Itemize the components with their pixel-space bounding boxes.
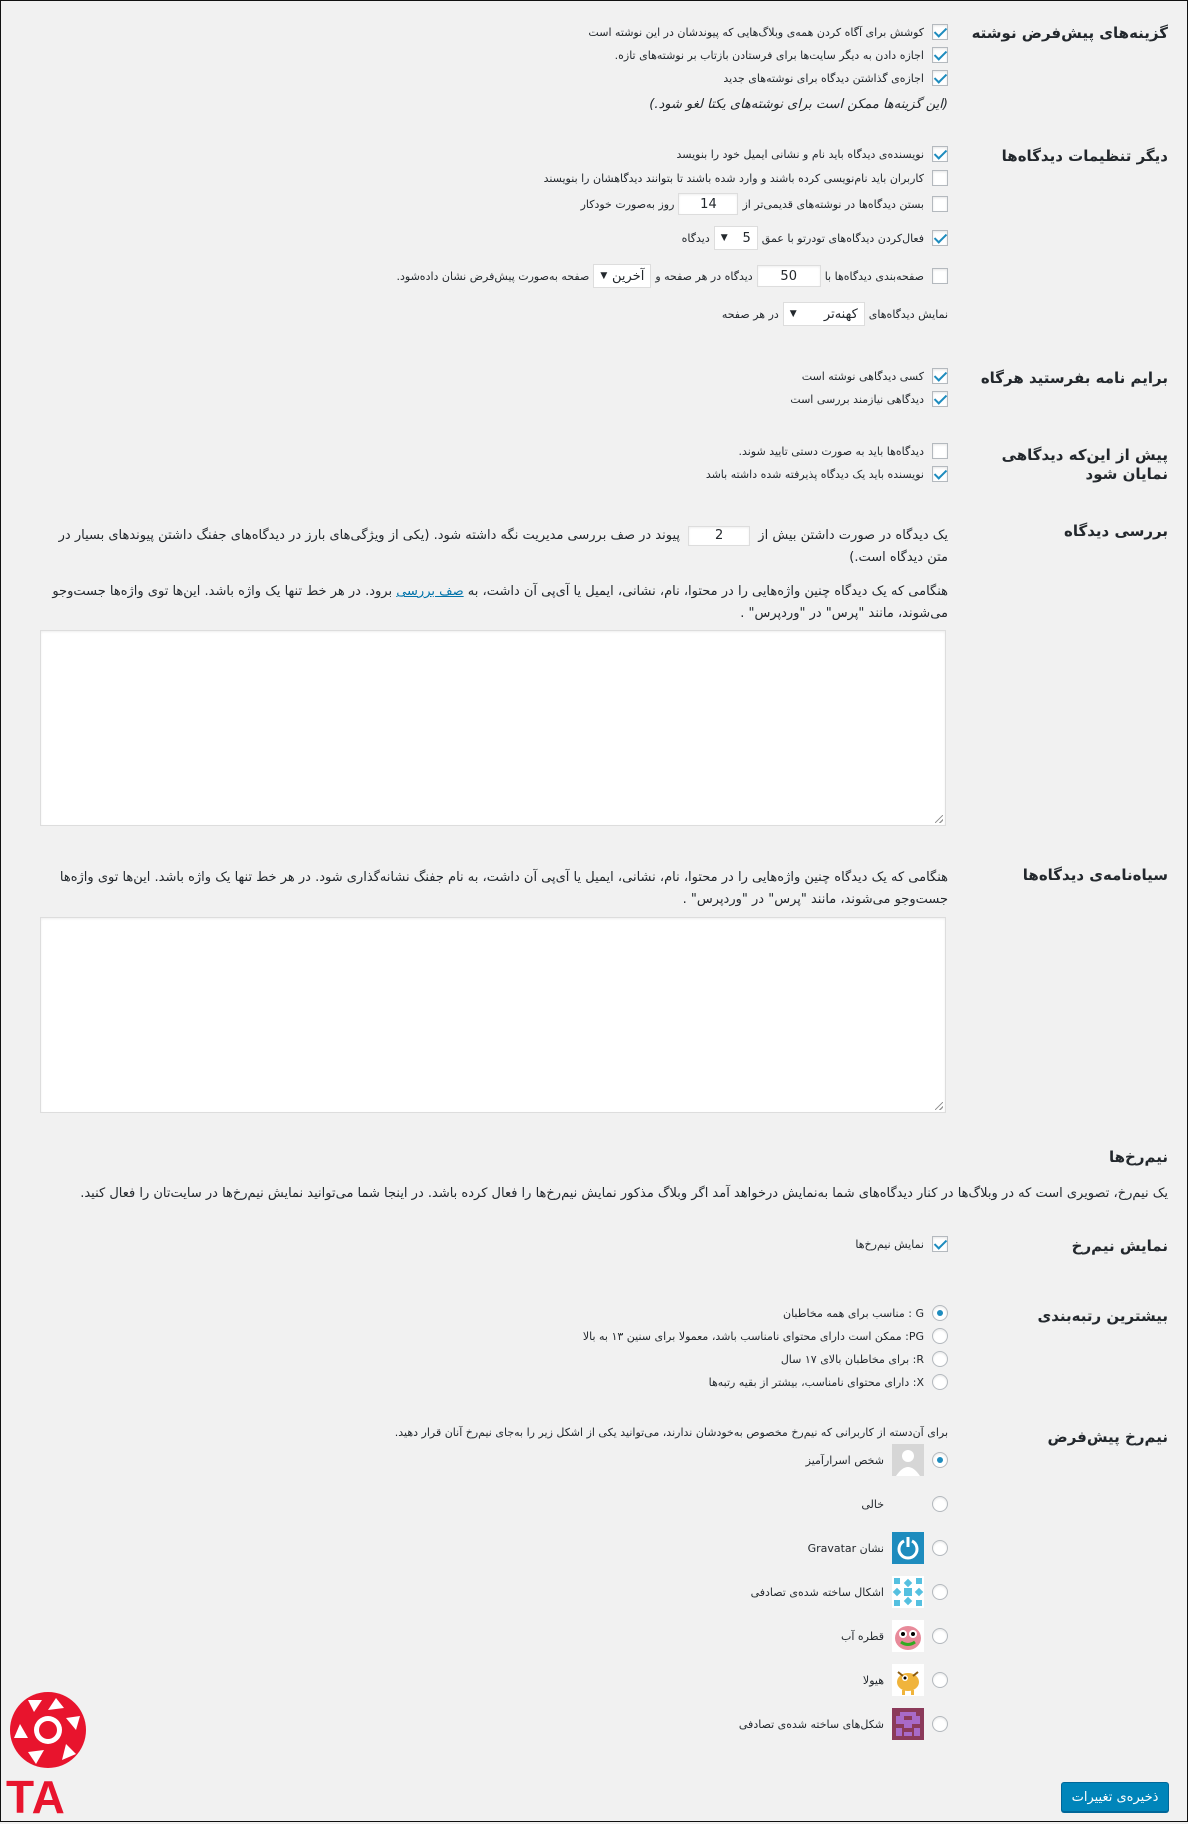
show-avatars-option[interactable] <box>855 1234 948 1254</box>
threaded-comments-label-pre: فعال‌کردن دیدگاه‌های تودرتو با عمق <box>761 231 924 245</box>
require-name-email-option[interactable] <box>677 144 948 164</box>
monster-icon <box>892 1664 924 1696</box>
email-held-checkbox[interactable] <box>932 391 948 407</box>
section-title-default-avatar: نیم‌رخ پیش‌فرض <box>1047 1428 1168 1446</box>
rating-r-label: R: برای مخاطبان بالای ۱۷ سال <box>780 1352 924 1366</box>
comments-per-page-input[interactable]: 50 <box>757 265 821 287</box>
moderation-links-post: پیوند در صف بررسی مدیریت نگه داشته شود. (یکی از ویژگی‌های بارز در دیدگاه‌های جفنگ داشتن پیوندهای بسیار در متن دیدگاه است.) <box>58 528 948 565</box>
section-title-max-rating: بیشترین رتبه‌بندی <box>1037 1307 1168 1325</box>
email-anyone-checkbox[interactable] <box>932 368 948 384</box>
pingback-checkbox[interactable] <box>932 24 948 40</box>
avatar-gravatar-label: نشان Gravatar <box>807 1541 884 1555</box>
avatar-option-wavatar[interactable] <box>841 1618 948 1654</box>
avatar-mystery-label: شخص اسرارآمیز <box>805 1453 884 1467</box>
show-avatars-checkbox[interactable] <box>932 1236 948 1252</box>
prev-approved-option[interactable] <box>706 464 948 484</box>
paginate-label-pre: صفحه‌بندی دیدگاه‌ها با <box>824 269 924 283</box>
blank-avatar-icon <box>892 1488 924 1520</box>
comment-order-select[interactable] <box>783 302 865 326</box>
blacklist-text: هنگامی که یک دیدگاه چنین واژه‌هایی را در محتوا، نام، نشانی، ایمیل یا آی‌پی آن داشت، به نام جفنگ نشانه‌گذاری شود. در هر خط تنها یک واژه باشد. این‌ها توی واژه‌ها جست‌وجو می‌شوند، مانند "پرس" در "وردپرس" . <box>59 870 948 907</box>
retro-pixel-icon <box>892 1708 924 1740</box>
avatar-option-retro[interactable] <box>739 1706 948 1742</box>
avatar-identicon-label: اشکال ساخته شده‌ی تصادفی <box>750 1585 884 1599</box>
section-title-before-appears: پیش از این‌که دیدگاهی نمایان شود <box>1001 446 1168 483</box>
registration-option[interactable] <box>544 168 948 188</box>
rating-x-label: X: دارای محتوای نامناسب، بیشتر از بقیه رتبه‌ها <box>708 1375 924 1389</box>
default-post-note: (این گزینه‌ها ممکن است برای نوشته‌های یکتا لغو شود.) <box>649 96 948 112</box>
rating-pg-radio[interactable] <box>932 1328 948 1344</box>
close-comments-label-pre: بستن دیدگاه‌ها در نوشته‌های قدیمی‌تر از <box>742 197 924 211</box>
paginate-label-mid: دیدگاه در هر صفحه و <box>655 269 753 283</box>
comment-order-value: کهنه‌تر <box>823 306 858 322</box>
avatar-option-identicon[interactable] <box>751 1574 948 1610</box>
pingback-label: کوشش برای آگاه کردن همه‌ی وبلاگ‌هایی که پیوندشان در این نوشته است <box>588 25 924 39</box>
moderation-keys-post: برود. در هر خط تنها یک واژه باشد. این‌ها توی واژه‌ها جست‌وجو می‌شوند، مانند "پرس" در "وردپرس" . <box>52 584 948 621</box>
threaded-comments-option[interactable] <box>682 228 948 248</box>
section-title-moderation: بررسی دیدگاه <box>1064 522 1168 540</box>
moderation-keys-pre: هنگامی که یک دیدگاه چنین واژه‌هایی را در محتوا، نام، نشانی، ایمیل یا آی‌پی آن داشت، به <box>467 584 948 599</box>
close-comments-option[interactable] <box>581 194 948 214</box>
avatar-blank-radio[interactable] <box>932 1496 948 1512</box>
rating-x-option[interactable] <box>709 1372 948 1392</box>
ta-logo <box>6 1688 90 1823</box>
require-name-email-checkbox[interactable] <box>932 146 948 162</box>
moderation-links-input[interactable]: 2 <box>688 526 750 546</box>
trackback-label: اجازه دادن به دیگر سایت‌ها برای فرستادن بازتاب بر نوشته‌های تازه. <box>614 48 924 62</box>
section-title-default-post: گزینه‌های پیش‌فرض نوشته <box>971 24 1168 42</box>
avatar-option-gravatar[interactable] <box>808 1530 948 1566</box>
allow-comments-label: اجازه‌ی گذاشتن دیدگاه برای نوشته‌های جدید <box>723 71 924 85</box>
email-anyone-option[interactable] <box>802 366 948 386</box>
avatars-description: یک نیم‌رخ، تصویری است که در وبلاگ‌ها در کنار دیدگاه‌های شما به‌نمایش درخواهد آمد اگر وبلاگ مذکور نمایش نیم‌رخ‌ها را فعال کرده باشد. در اینجا شما می‌توانید نمایش نیم‌رخ‌ها در سایت‌تان را فعال کنید. <box>80 1186 1168 1201</box>
aperture-logo-icon <box>6 1688 90 1772</box>
order-label-pre: نمایش دیدگاه‌های <box>868 307 948 321</box>
section-title-avatar-display: نمایش نیم‌رخ <box>1071 1237 1168 1255</box>
chevron-down-icon: ▼ <box>789 309 797 319</box>
show-avatars-label: نمایش نیم‌رخ‌ها <box>855 1237 924 1251</box>
thread-depth-value: 5 <box>742 230 751 246</box>
order-label-post: در هر صفحه <box>721 307 779 321</box>
rating-g-radio[interactable] <box>932 1305 948 1321</box>
allow-comments-option[interactable] <box>723 68 948 88</box>
avatar-retro-label: شکل‌های ساخته شده‌ی تصادفی <box>738 1717 884 1731</box>
rating-pg-label: PG: ممکن است دارای محتوای نامناسب باشد، معمولا برای سنین ۱۳ به بالا <box>582 1329 924 1343</box>
moderation-links-text <box>48 525 948 569</box>
thread-depth-select[interactable] <box>714 226 758 250</box>
rating-g-label: G : مناسب برای همه مخاطبان <box>782 1306 924 1320</box>
default-page-select[interactable] <box>593 264 651 288</box>
wavatar-face-icon <box>892 1620 924 1652</box>
chevron-down-icon: ▼ <box>720 233 728 243</box>
avatar-gravatar-radio[interactable] <box>932 1540 948 1556</box>
mystery-person-icon <box>892 1444 924 1476</box>
chevron-down-icon: ▼ <box>600 271 608 281</box>
rating-r-option[interactable] <box>781 1349 948 1369</box>
comment-order-option <box>722 304 948 324</box>
trackback-option[interactable] <box>615 45 948 65</box>
section-title-other-comments: دیگر تنظیمات دیدگاه‌ها <box>1001 147 1168 165</box>
paginate-comments-option[interactable] <box>397 266 948 286</box>
rating-pg-option[interactable] <box>583 1326 948 1346</box>
manual-approve-label: دیدگاه‌ها باید به صورت دستی تایید شوند. <box>738 444 924 458</box>
moderation-keys-textarea[interactable] <box>40 630 946 826</box>
paginate-label-post: صفحه به‌صورت پیش‌فرض نشان داده‌شود. <box>396 269 590 283</box>
email-anyone-label: کسی دیدگاهی نوشته است <box>801 369 924 383</box>
paginate-comments-checkbox[interactable] <box>932 268 948 284</box>
close-comments-label-post: روز به‌صورت خودکار <box>580 197 675 211</box>
trackback-checkbox[interactable] <box>932 47 948 63</box>
avatar-option-monsterid[interactable] <box>863 1662 948 1698</box>
manual-approve-option[interactable] <box>738 441 948 461</box>
default-page-value: آخرین <box>611 268 645 284</box>
registration-checkbox[interactable] <box>932 170 948 186</box>
rating-r-radio[interactable] <box>932 1351 948 1367</box>
avatar-retro-radio[interactable] <box>932 1716 948 1732</box>
email-held-label: دیدگاهی نیازمند بررسی است <box>790 392 924 406</box>
close-comments-checkbox[interactable] <box>932 196 948 212</box>
moderation-queue-link[interactable]: صف بررسی <box>396 584 464 599</box>
email-held-option[interactable] <box>790 389 948 409</box>
pingback-option[interactable] <box>588 22 948 42</box>
avatar-identicon-radio[interactable] <box>932 1584 948 1600</box>
moderation-keys-text <box>48 581 948 625</box>
avatar-option-mystery[interactable] <box>806 1442 948 1478</box>
avatar-option-blank[interactable] <box>861 1486 948 1522</box>
prev-approved-label: نویسنده باید یک دیدگاه پذیرفته شده داشته باشد <box>705 467 924 481</box>
avatar-monsterid-label: هیولا <box>862 1673 884 1687</box>
allow-comments-checkbox[interactable] <box>932 70 948 86</box>
rating-x-radio[interactable] <box>932 1374 948 1390</box>
avatar-mystery-radio[interactable] <box>932 1452 948 1468</box>
avatar-blank-label: خالی <box>861 1497 884 1511</box>
rating-g-option[interactable] <box>783 1303 948 1323</box>
default-avatar-description: برای آن‌دسته از کاربرانی که نیم‌رخ مخصوص به‌خودشان ندارند، می‌توانید یکی از اشکل زیر را به‌جای نیم‌رخ آنان قرار دهید. <box>394 1425 948 1439</box>
moderation-links-pre: یک دیدگاه در صورت داشتن بیش از <box>758 528 948 543</box>
threaded-comments-checkbox[interactable] <box>932 230 948 246</box>
section-title-avatars: نیم‌رخ‌ها <box>1109 1148 1168 1166</box>
prev-approved-checkbox[interactable] <box>932 466 948 482</box>
registration-label: کاربران باید نام‌نویسی کرده باشند و وارد شده باشند تا بتوانند دیدگاهشان را بنویسند <box>543 171 924 185</box>
avatar-monsterid-radio[interactable] <box>932 1672 948 1688</box>
section-title-email-me: برایم نامه بفرستید هرگاه <box>980 369 1168 387</box>
avatar-wavatar-radio[interactable] <box>932 1628 948 1644</box>
avatar-wavatar-label: قطره آب <box>840 1629 884 1643</box>
save-changes-button[interactable]: ذخیره‌ی تغییرات <box>1061 1782 1169 1812</box>
section-title-blacklist: سیاه‌نامه‌ی دیدگاه‌ها <box>1022 866 1168 884</box>
blacklist-textarea[interactable] <box>40 917 946 1113</box>
manual-approve-checkbox[interactable] <box>932 443 948 459</box>
logo-text: TA <box>6 1771 66 1823</box>
identicon-icon <box>892 1576 924 1608</box>
close-days-input[interactable]: 14 <box>678 193 738 215</box>
require-name-email-label: نویسنده‌ی دیدگاه باید نام و نشانی ایمیل خود را بنویسد <box>676 147 924 161</box>
gravatar-logo-icon <box>892 1532 924 1564</box>
threaded-comments-label-post: دیدگاه <box>681 231 710 245</box>
